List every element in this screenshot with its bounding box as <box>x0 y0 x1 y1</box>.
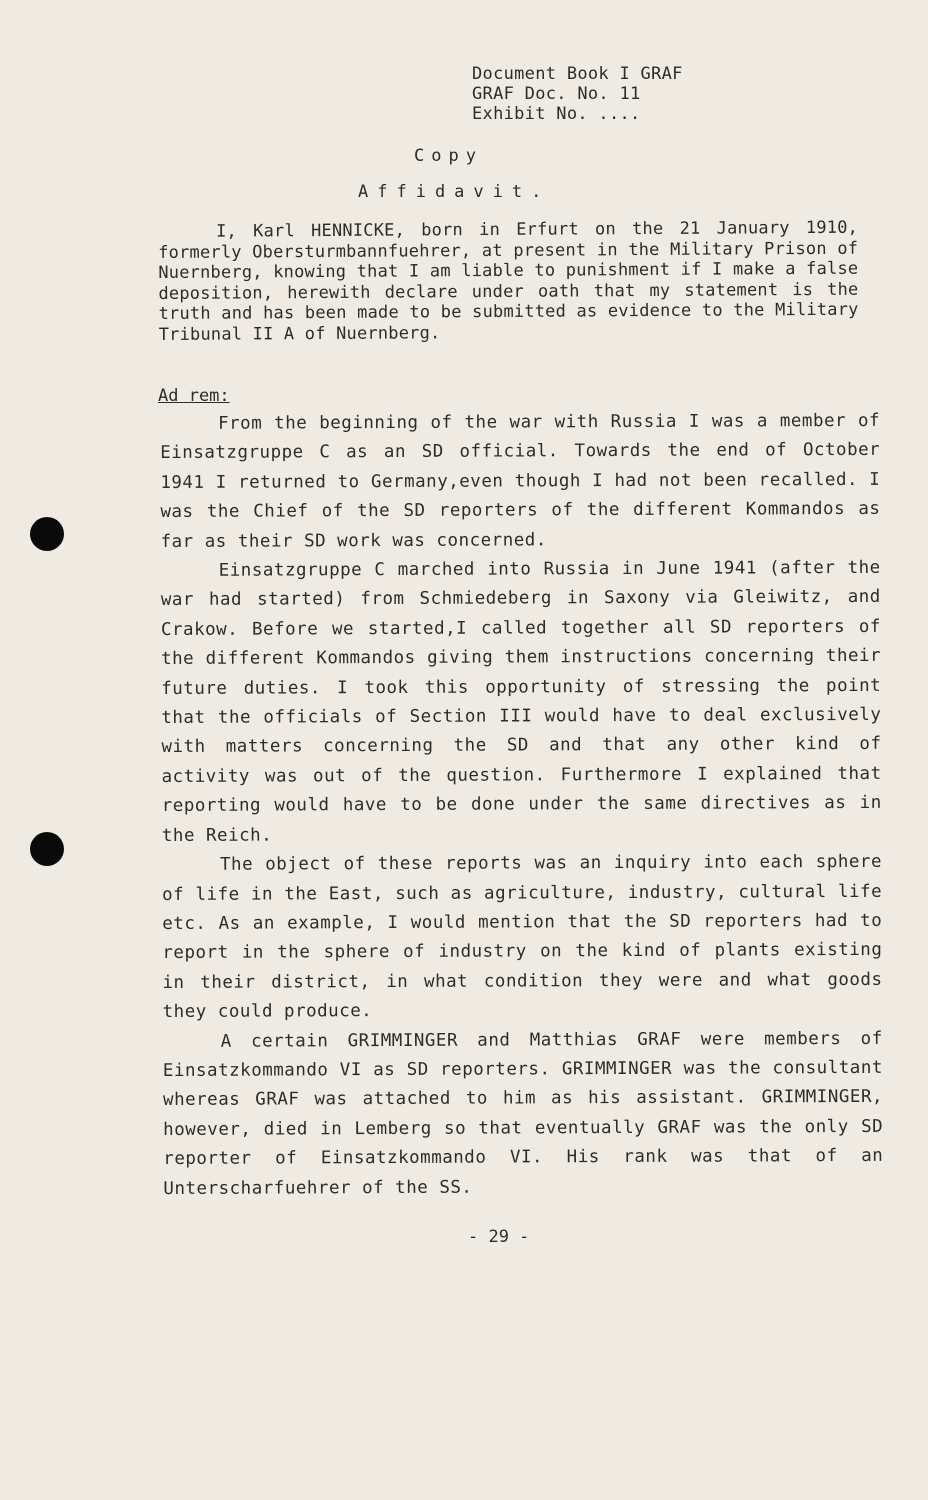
copy-label: Copy <box>414 146 483 166</box>
header-doc-number: GRAF Doc. No. 11 <box>472 84 641 104</box>
ad-rem-label: Ad rem: <box>158 386 230 406</box>
page-number: - 29 - <box>468 1227 530 1247</box>
punch-hole-lower <box>30 832 64 866</box>
body-paragraph: Einsatzgruppe C marched into Russia in June 1941 (after the war had started) from Schmiedeberg in Saxony via Gleiwitz, and Crakow. Before we started,I called together all SD reporters of the different Kommandos giving them instructions concerning their future duties. I took this opportunity of stressing the point that the officials of Section III would have to deal exclusively with matters concerning the SD and that any other kind of activity was out of the question. Furthermore I explained that reporting would have to be done under the same directives as in the Reich. <box>160 557 882 846</box>
page-title: Affidavit. <box>358 182 551 202</box>
affidavit-body <box>160 407 883 1204</box>
punch-hole-upper <box>30 517 64 551</box>
header-exhibit-number: Exhibit No. .... <box>472 104 641 124</box>
intro-paragraph: I, Karl HENNICKE, born in Erfurt on the 21 January 1910, formerly Obersturmbannfuehrer, at present in the Military Prison of Nuernberg, knowing that I am liable to punishment if I make a false deposition, herewith declare under oath that my statement is the truth and has been made to be submitted as evidence to the Military Tribunal II A of Nuernberg. <box>158 217 859 345</box>
header-document-book: Document Book I GRAF <box>472 64 683 84</box>
body-paragraph: The object of these reports was an inquiry into each sphere of life in the East, such as agriculture, industry, cultural life etc. As an example, I would mention that the SD reporters had to report in the sphere of industry on the kind of plants existing in their district, in what condition they were and what goods they could produce. <box>162 851 883 1023</box>
body-paragraph: From the beginning of the war with Russia I was a member of Einsatzgruppe C as an SD official. Towards the end of October 1941 I returned to Germany,even though I had not been recalled. I was the Chief of the SD reporters of the different Kommandos as far as their SD work was concerned. <box>160 410 881 552</box>
body-paragraph: A certain GRIMMINGER and Matthias GRAF were members of Einsatzkommando VI as SD reporters. GRIMMINGER was the consultant whereas GRAF was attached to him as his assistant. GRIMMINGER, however, died in Lemberg so that eventually GRAF was the only SD reporter of Einsatzkommando VI. His rank was that of an Unterscharfuehrer of the SS. <box>162 1028 884 1199</box>
document-header <box>472 64 683 124</box>
intro-section <box>158 218 859 345</box>
